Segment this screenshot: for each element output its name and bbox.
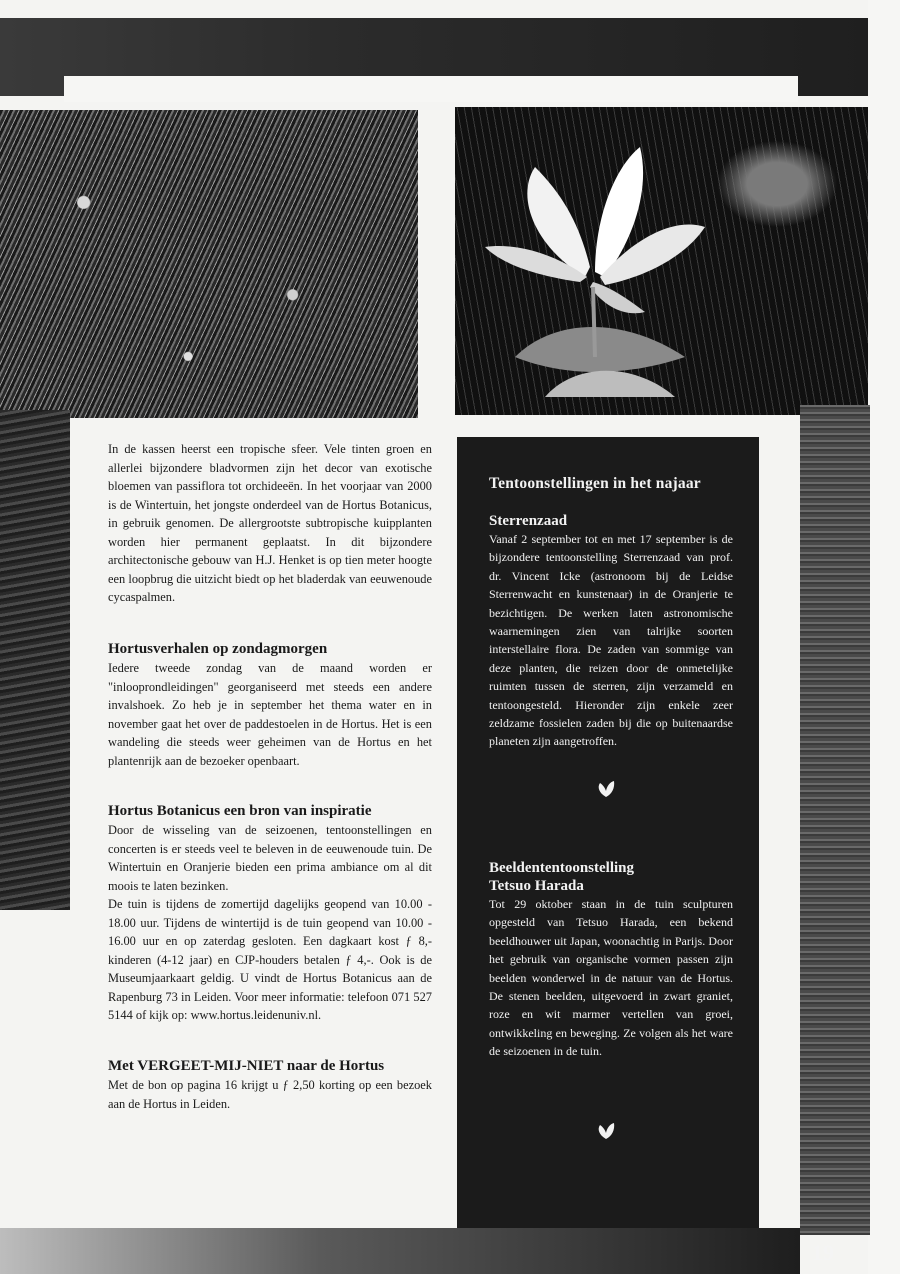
water-lily-icon	[475, 127, 735, 407]
exhibition-text: Tot 29 oktober staan in de tuin sculpturen opgesteld van Tetsuo Harada, een bekend beeldhouwer uit Japan, woonachtig in Parijs. Door het gebruik van organische vormen passen zijn beelden wonderwel in de natuur van de Hortus. De stenen beelden, uitgevoerd in zwart graniet, roze en wit marmer vertellen van groei, ontwikkeling en beweging. Ze volgen als het ware de seizoenen in de tuin.	[489, 897, 733, 1059]
vergeet-mij-niet-section	[108, 1057, 432, 1113]
section-heading: Hortus Botanicus een bron van inspiratie	[108, 803, 372, 819]
page-margin-right	[868, 0, 900, 1274]
section-paragraph: Iedere tweede zondag van de maand worden er "inlooprondleidingen" georganiseerd met steeds een andere invalshoek. Zo heb je in september het thema water en in november gaat het over de paddestoelen in de Hortus. Het is een wandeling die steeds weer geheimen van de Hortus en het plantenrijk aan de bezoeker openbaart.	[108, 661, 432, 768]
section-paragraph: Met de bon op pagina 16 krijgt u ƒ 2,50 korting op een bezoek aan de Hortus in Leiden.	[108, 1078, 432, 1111]
exhibition-text: Vanaf 2 september tot en met 17 september is de bijzondere tentoonstelling Sterrenzaad van prof. dr. Vincent Icke (astronoom bij de Leidse Sterrenwacht en kunstenaar) in de Oranjerie te bezichtigen. De werken laten astronomische waarnemingen zien van talrijke soorten interstellaire flora. De zaden van sommige van deze planten, die reizen door de onmetelijke ruimten tussen de sterren, zijn verzameld en tentoongesteld. Hieronder zijn enkele zeer zeldzame fossielen zaden bij die op buitenaardse planeten zijn aangetroffen.	[489, 532, 733, 749]
exhibition-title-line1: Beeldententoonstelling	[489, 860, 634, 876]
exhibition-title: Sterrenzaad	[489, 513, 568, 529]
opening-hours-paragraph: De tuin is tijdens de zomertijd dagelijks geopend van 10.00 - 18.00 uur. Tijdens de wintertijd is de tuin geopend van 10.00 - 16.00 uur en op zaterdag gesloten. Een dagkaart kost ƒ 8,- kinderen (4-12 jaar) en CJP-houders betalen ƒ 4,-. Ook is de Museumjaarkaart geldig. U vindt de Hortus Botanicus aan de Rapenburg 73 in Leiden. Voor meer informatie: telefoon 071 527 5144 of kijk op: www.hortus.leidenuniv.nl.	[108, 897, 432, 1022]
panel-heading: Tentoonstellingen in het najaar	[489, 475, 701, 492]
water-lily-photo	[455, 107, 868, 415]
section-paragraph: Door de wisseling van de seizoenen, tentoonstellingen en concerten is er steeds veel te beleven in de eeuwenoude tuin. De Wintertuin en Oranjerie bieden een prima ambiance om al dit moois te laten bezinken.	[108, 823, 432, 893]
left-edge-shadow	[0, 410, 70, 910]
exhibition-title-line2: Tetsuo Harada	[489, 878, 584, 894]
intro-section	[108, 440, 432, 607]
top-light-strip	[64, 76, 798, 102]
hortusverhalen-section	[108, 640, 432, 770]
exhibition-sterrenzaad	[489, 512, 733, 751]
exhibitions-panel	[457, 437, 759, 1237]
intro-paragraph: In de kassen heerst een tropische sfeer. Vele tinten groen en allerlei bijzondere bladvormen zijn het decor van exotische bloemen van passiflora tot orchideeën. In het voorjaar van 2000 is de Wintertuin, het jongste onderdeel van de Hortus Botanicus, in gebruik genomen. De allergrootste subtropische kuipplanten worden hier permanent geplaatst. In dit bijzondere architectonische gebouw van H.J. Henket is op tien meter hoogte een loopbrug die uitzicht biedt op het bladerdak van eeuwenoude cycaspalmen.	[108, 442, 432, 604]
section-heading: Hortusverhalen op zondagmorgen	[108, 641, 328, 657]
right-edge-shadow	[800, 405, 870, 1235]
bottom-dark-band	[0, 1228, 800, 1274]
leaf-ornament-icon	[595, 777, 617, 799]
leaf-ornament-icon	[595, 1119, 617, 1141]
inspiratie-section	[108, 802, 432, 1025]
exhibition-harada	[489, 859, 733, 1061]
section-heading: Met VERGEET-MIJ-NIET naar de Hortus	[108, 1058, 385, 1074]
greenhouse-foliage-photo	[0, 110, 418, 418]
page-number: 19	[812, 1240, 834, 1265]
